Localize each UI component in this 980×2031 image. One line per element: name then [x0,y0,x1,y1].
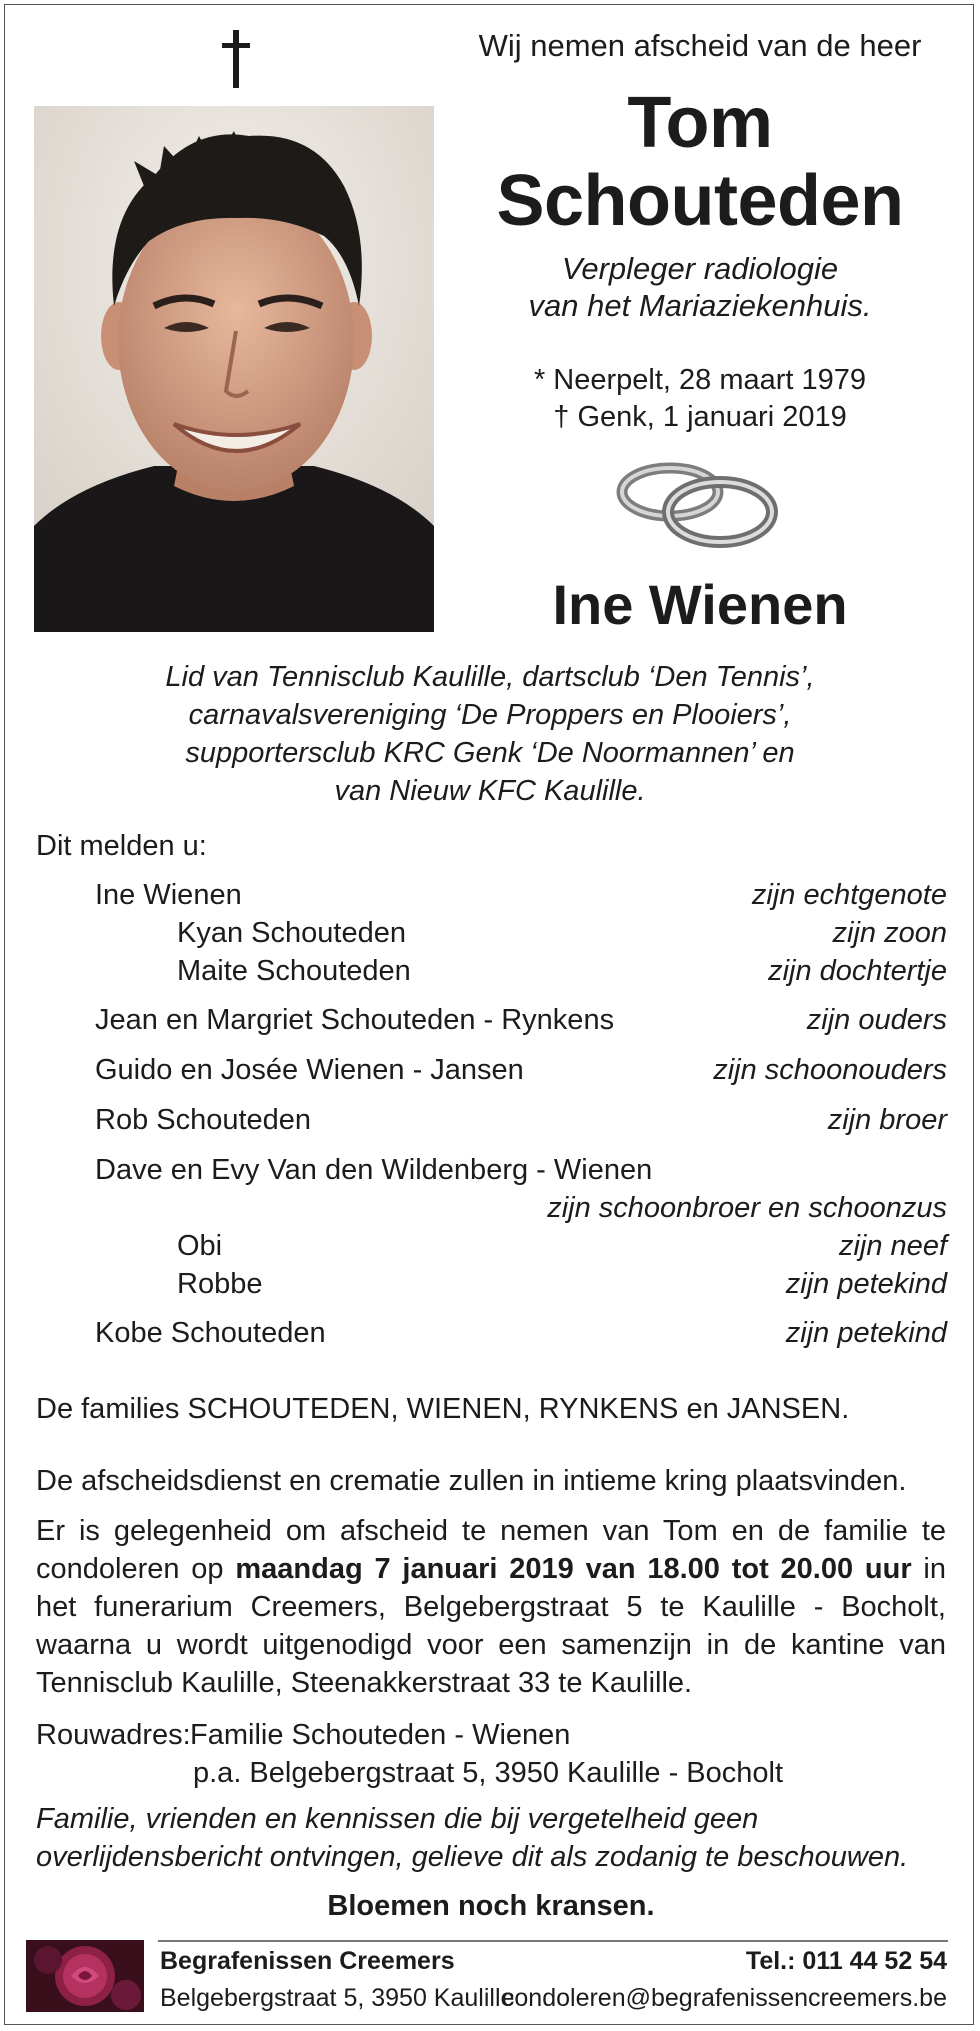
relative-name: Jean en Margriet Schouteden - Rynkens [95,1004,615,1036]
membership-line: van Nieuw KFC Kaulille. [334,775,646,807]
relative-row [0,914,980,952]
relative-relation: zijn schoonbroer en schoonzus [547,1192,947,1224]
relative-row [0,1227,980,1265]
relative-relation: zijn neef [838,1230,947,1262]
relative-relation: zijn zoon [832,917,947,949]
deceased-name [455,84,945,240]
families-line: De families SCHOUTEDEN, WIENEN, RYNKENS en JANSEN. [36,1393,850,1425]
mourning-address-label: Rouwadres: [36,1719,191,1751]
memberships [60,658,920,810]
life-dates [455,362,945,436]
occupation-line: Verpleger radiologie [561,251,839,286]
relative-name: Ine Wienen [95,879,242,911]
visitation-date: maandag 7 januari 2019 van 18.00 tot 20.00 uur [235,1553,912,1585]
relative-row [0,1001,980,1039]
relative-relation: zijn petekind [785,1268,947,1300]
relative-name: Robbe [177,1268,263,1300]
relative-name: Dave en Evy Van den Wildenberg - Wienen [95,1154,653,1186]
partner-name: Ine Wienen [552,573,848,636]
relative-row [0,1101,980,1139]
relative-relation: zijn broer [827,1104,947,1136]
service-line: De afscheidsdienst en crematie zullen in intieme kring plaatsvinden. [36,1465,907,1497]
mourning-address-street: p.a. Belgebergstraat 5, 3950 Kaulille - Bocholt [193,1757,784,1789]
relative-name: Maite Schouteden [177,955,411,987]
relative-relation: zijn schoonouders [713,1054,947,1086]
membership-line: Lid van Tennisclub Kaulille, dartsclub ‘Den Tennis’, [165,661,815,693]
deceased-first-name: Tom [627,83,773,163]
announce-label: Dit melden u: [36,830,207,862]
funeral-home-address: Belgebergstraat 5, 3950 Kaulille [160,1984,515,2012]
relative-relation: zijn petekind [785,1317,947,1349]
funeral-home-email[interactable]: condoleren@begrafenissencreemers.be [501,1984,947,2012]
relative-row [0,1151,980,1189]
rose-image [26,1940,144,2012]
relative-name: Guido en Josée Wienen - Jansen [95,1054,524,1086]
relative-name: Rob Schouteden [95,1104,312,1136]
relative-name: Kobe Schouteden [95,1317,326,1349]
relative-relation: zijn echtgenote [751,879,947,911]
notice-text: Familie, vrienden en kennissen die bij vergetelheid geen overlijdensbericht ontvingen, gelieve dit als zodanig te beschouwen. [36,1803,909,1873]
relative-name: Kyan Schouteden [177,917,406,949]
relative-relation: zijn dochtertje [768,955,947,987]
relative-name: Obi [177,1230,223,1262]
intro-text: Wij nemen afscheid van de heer [478,28,922,63]
relative-row [0,1314,980,1352]
relative-row [0,952,980,990]
relative-row [0,1051,980,1089]
relative-relation: zijn ouders [806,1004,947,1036]
wedding-rings-icon [615,454,780,554]
funeral-home-phone: Tel.: 011 44 52 54 [745,1947,947,1975]
relative-row [0,1189,980,1227]
occupation [455,250,945,324]
relative-row [0,1265,980,1303]
birth-date: * Neerpelt, 28 maart 1979 [533,364,867,396]
portrait-photo [34,106,434,632]
visitation-text: in het funerarium Creemers, Belgebergstraat 5 te Kaulille - Bocholt, waarna u wordt uitgenodigd voor een samenzijn in de kantine van Tennisclub Kaulille, Steenakkerstraat 33 te Kaulille. [36,1553,946,1699]
funeral-home-name: Begrafenissen Creemers [160,1947,455,1975]
visitation-text: Er is gelegenheid om afscheid te nemen van Tom en de familie te condoleren op [36,1515,946,1585]
relative-row [0,876,980,914]
flowers-line: Bloemen noch kransen. [327,1890,655,1922]
footer-divider [158,1940,948,1942]
cross-icon [218,30,254,88]
occupation-line: van het Mariaziekenhuis. [528,288,872,323]
deceased-last-name: Schouteden [496,161,904,241]
membership-line: supportersclub KRC Genk ‘De Noormannen’ en [185,737,795,769]
mourning-address-name: Familie Schouteden - Wienen [190,1719,571,1751]
visitation-paragraph [36,1512,946,1702]
death-date: † Genk, 1 januari 2019 [553,401,847,433]
membership-line: carnavalsvereniging ‘De Proppers en Plooiers’, [188,699,792,731]
